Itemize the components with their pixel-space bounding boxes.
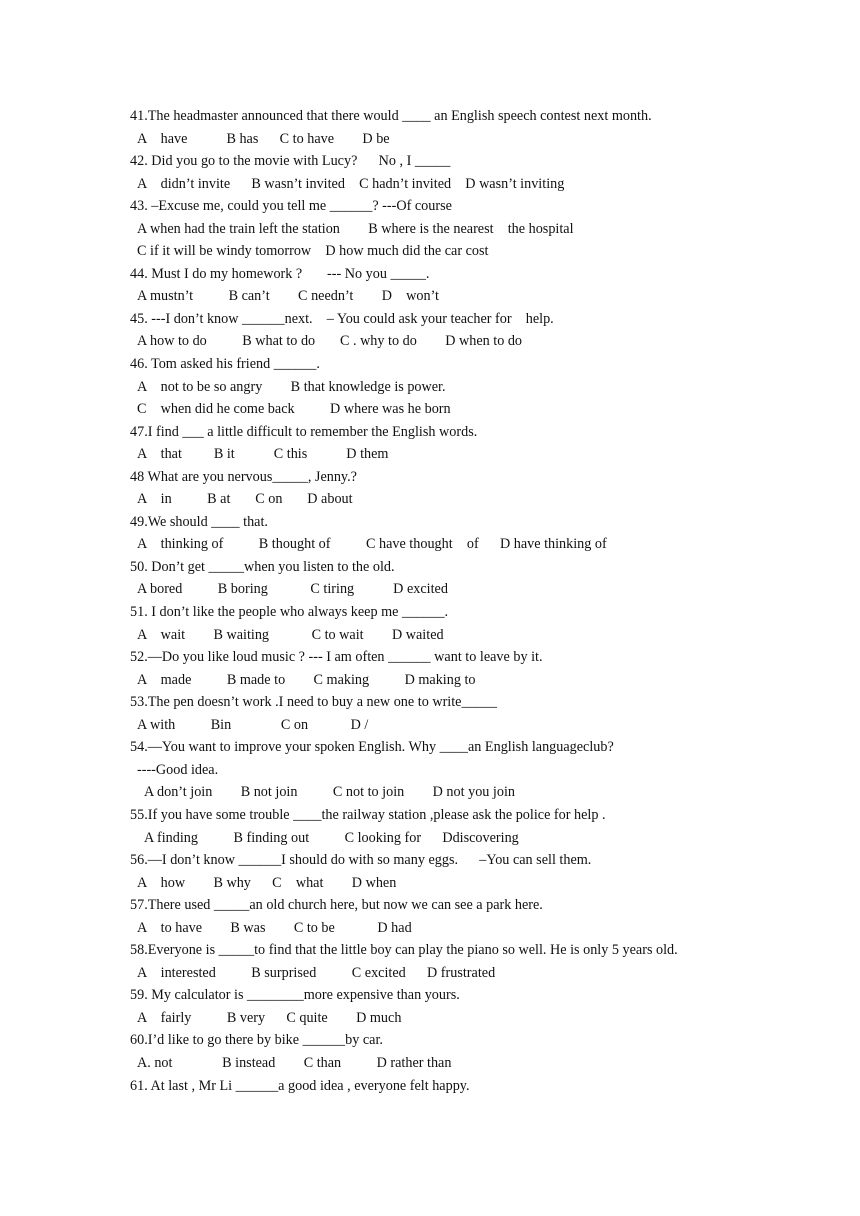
options-line: A thinking of B thought of C have thought of D have thinking of <box>137 536 607 553</box>
question-line: 58.Everyone is _____to find that the little boy can play the piano so well. He is only 5 years old. <box>130 942 678 959</box>
question-line: 59. My calculator is ________more expensive than yours. <box>130 987 460 1004</box>
question-line: 53.The pen doesn’t work .I need to buy a new one to write_____ <box>130 694 497 711</box>
options-line: C if it will be windy tomorrow D how much did the car cost <box>137 243 489 260</box>
question-line: 54.—You want to improve your spoken English. Why ____an English languageclub? <box>130 739 614 756</box>
question-line: 61. At last , Mr Li ______a good idea , everyone felt happy. <box>130 1077 470 1094</box>
options-line: A to have B was C to be D had <box>137 919 412 936</box>
question-line: 45. ---I don’t know ______next. – You could ask your teacher for help. <box>130 310 554 327</box>
question-line: 52.—Do you like loud music ? --- I am often ______ want to leave by it. <box>130 649 543 666</box>
question-line: 51. I don’t like the people who always keep me ______. <box>130 604 449 621</box>
options-line: A don’t join B not join C not to join D not you join <box>144 784 516 801</box>
options-line: A wait B waiting C to wait D waited <box>137 626 444 643</box>
question-line: 44. Must I do my homework ? --- No you _____. <box>130 265 430 282</box>
question-line: 57.There used _____an old church here, but now we can see a park here. <box>130 897 543 914</box>
options-line: A when had the train left the station B where is the nearest the hospital <box>137 220 574 237</box>
options-line: A. not B instead C than D rather than <box>137 1054 452 1071</box>
options-line: A that B it C this D them <box>137 446 389 463</box>
options-line: A fairly B very C quite D much <box>137 1009 402 1026</box>
question-line: 43. –Excuse me, could you tell me ______? ---Of course <box>130 198 452 215</box>
question-line: 55.If you have some trouble ____the railway station ,please ask the police for help . <box>130 806 606 823</box>
question-line: 46. Tom asked his friend ______. <box>130 356 320 373</box>
options-line: C when did he come back D where was he born <box>137 401 451 418</box>
options-line: A didn’t invite B wasn’t invited C hadn’t invited D wasn’t inviting <box>137 175 565 192</box>
question-line: 48 What are you nervous_____, Jenny.? <box>130 468 357 485</box>
options-line: A with Bin C on D / <box>137 716 369 733</box>
options-line: A made B made to C making D making to <box>137 671 476 688</box>
options-line: A finding B finding out C looking for Ddiscovering <box>144 829 519 846</box>
question-line: 41.The headmaster announced that there would ____ an English speech contest next month. <box>130 108 652 124</box>
question-list <box>130 105 770 1097</box>
question-line: 42. Did you go to the movie with Lucy? No , I _____ <box>130 153 451 170</box>
options-line: ----Good idea. <box>137 761 219 778</box>
options-line: A in B at C on D about <box>137 491 353 508</box>
question-line: 56.—I don’t know ______I should do with so many eggs. –You can sell them. <box>130 852 592 869</box>
question-line: 50. Don’t get _____when you listen to the old. <box>130 558 395 575</box>
options-line: A bored B boring C tiring D excited <box>137 581 448 598</box>
options-line: A have B has C to have D be <box>137 130 390 147</box>
options-line: A how B why C what D when <box>137 874 397 891</box>
options-line: A mustn’t B can’t C needn’t D won’t <box>137 288 440 305</box>
question-line: 49.We should ____ that. <box>130 513 268 530</box>
options-line: A not to be so angry B that knowledge is power. <box>137 378 446 395</box>
question-line: 47.I find ___ a little difficult to remember the English words. <box>130 423 478 440</box>
options-line: A how to do B what to do C . why to do D when to do <box>137 333 523 350</box>
question-line: 60.I’d like to go there by bike ______by car. <box>130 1032 383 1049</box>
options-line: A interested B surprised C excited D frustrated <box>137 964 496 981</box>
